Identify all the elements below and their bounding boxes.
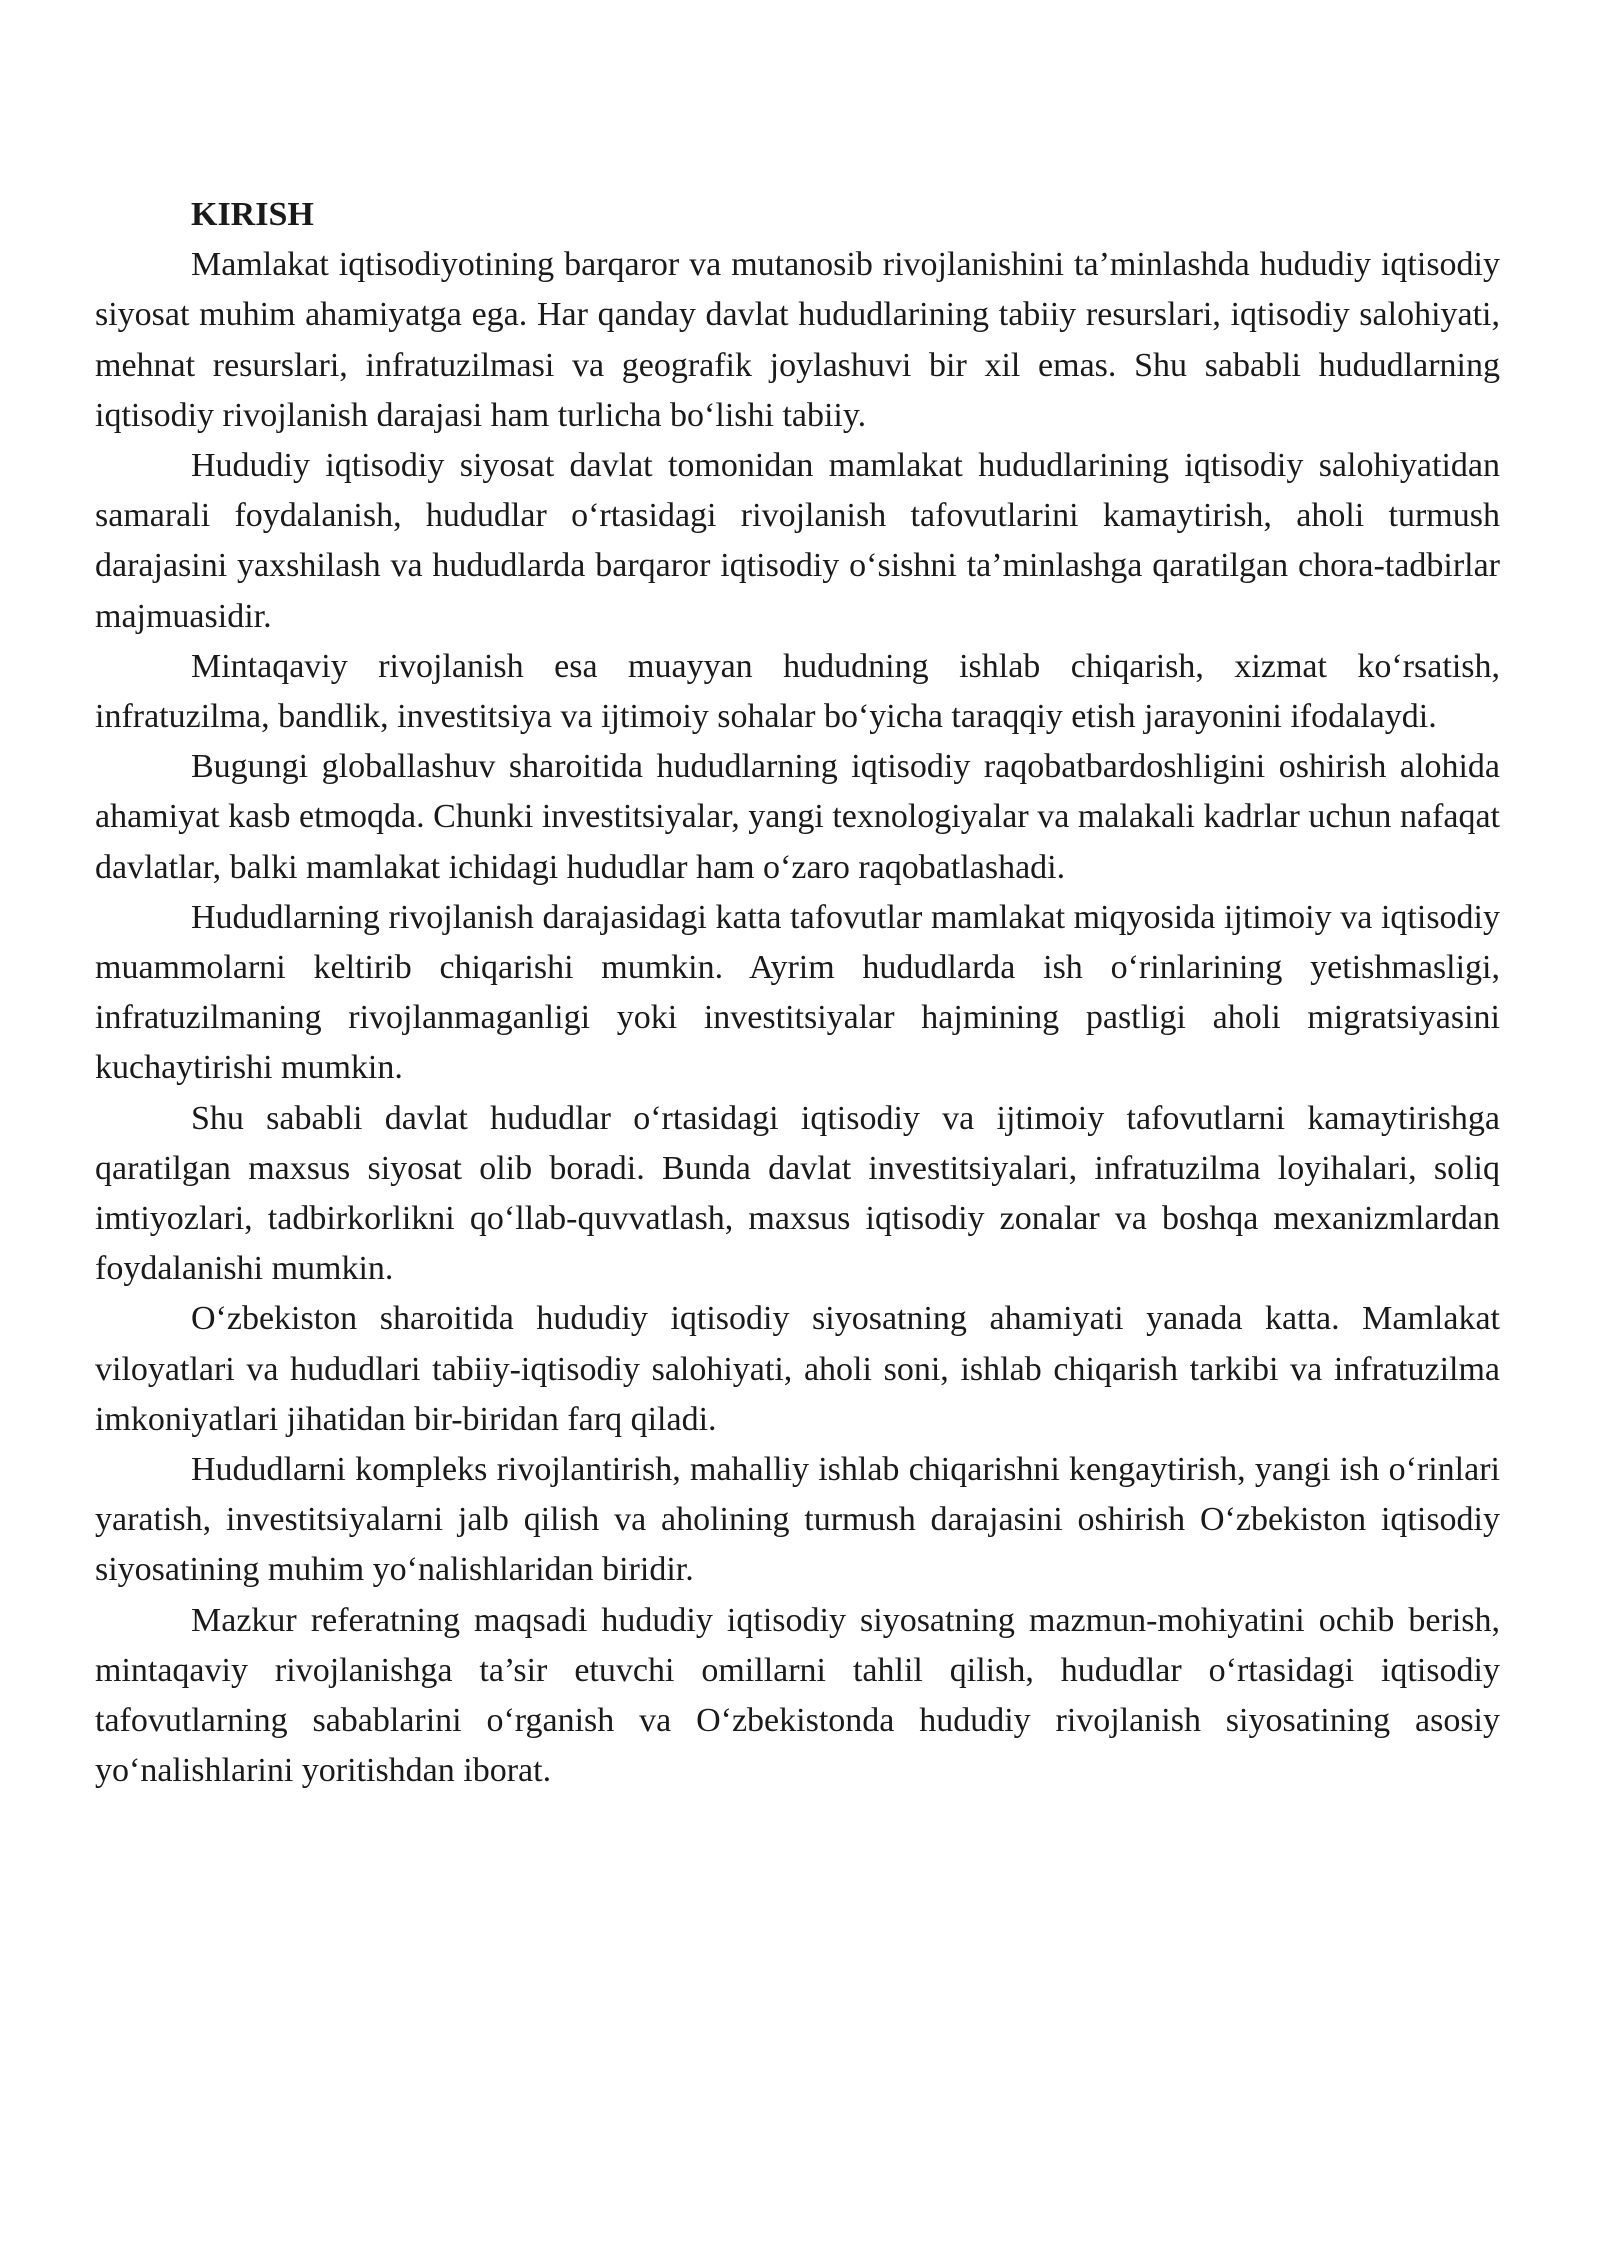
- paragraph-8: Hududlarni kompleks rivojlantirish, mahalliy ishlab chiqarishni kengaytirish, yangi ish o‘rinlari yaratish, investitsiyalarni jalb qilish va aholining turmush darajasini oshirish O‘zbekiston iqtisodiy siyosatining muhim yo‘nalishlaridan biridir.: [95, 1451, 1500, 1589]
- paragraph-7: O‘zbekiston sharoitida hududiy iqtisodiy siyosatning ahamiyati yanada katta. Mamlakat viloyatlari va hududlari tabiiy-iqtisodiy salohiyati, aholi soni, ishlab chiqarish tarkibi va infratuzilma imkoniyatlari jihatidan bir-biridan farq qiladi.: [95, 1300, 1500, 1438]
- paragraph-4: Bugungi globallashuv sharoitida hududlarning iqtisodiy raqobatbardoshligini oshirish alohida ahamiyat kasb etmoqda. Chunki investitsiyalar, yangi texnologiyalar va malakali kadrlar uchun nafaqat davlatlar, balki mamlakat ichidagi hududlar ham o‘zaro raqobatlashadi.: [95, 748, 1500, 886]
- paragraph-9: Mazkur referatning maqsadi hududiy iqtisodiy siyosatning mazmun-mohiyatini ochib berish, mintaqaviy rivojlanishga ta’sir etuvchi omillarni tahlil qilish, hududlar o‘rtasidagi iqtisodiy tafovutlarning sabablarini o‘rganish va O‘zbekistonda hududiy rivojlanish siyosatining asosiy yo‘nalishlarini yoritishdan iborat.: [95, 1601, 1500, 1790]
- section-heading: KIRISH: [191, 196, 314, 233]
- paragraph-2: Hududiy iqtisodiy siyosat davlat tomonidan mamlakat hududlarining iqtisodiy salohiyatidan samarali foydalanish, hududlar o‘rtasidagi rivojlanish tafovutlarini kamaytirish, aholi turmush darajasini yaxshilash va hududlarda barqaror iqtisodiy o‘sishni ta’minlashga qaratilgan chora-tadbirlar majmuasidir.: [95, 447, 1500, 635]
- paragraph-1: Mamlakat iqtisodiyotining barqaror va mutanosib rivojlanishini ta’minlashda hududiy iqtisodiy siyosat muhim ahamiyatga ega. Har qanday davlat hududlarining tabiiy resurslari, iqtisodiy salohiyati, mehnat resurslari, infratuzilmasi va geografik joylashuvi bir xil emas. Shu sababli hududlarning iqtisodiy rivojlanish darajasi ham turlicha bo‘lishi tabiiy.: [95, 246, 1500, 434]
- paragraph-6: Shu sababli davlat hududlar o‘rtasidagi iqtisodiy va ijtimoiy tafovutlarni kamaytirishga qaratilgan maxsus siyosat olib boradi. Bunda davlat investitsiyalari, infratuzilma loyihalari, soliq imtiyozlari, tadbirkorlikni qo‘llab-quvvatlash, maxsus iqtisodiy zonalar va boshqa mexanizmlardan foydalanishi mumkin.: [95, 1099, 1500, 1288]
- paragraph-3: Mintaqaviy rivojlanish esa muayyan hududning ishlab chiqarish, xizmat ko‘rsatish, infratuzilma, bandlik, investitsiya va ijtimoiy sohalar bo‘yicha taraqqiy etish jarayonini ifodalaydi.: [95, 647, 1500, 736]
- paragraph-5: Hududlarning rivojlanish darajasidagi katta tafovutlar mamlakat miqyosida ijtimoiy va iqtisodiy muammolarni keltirib chiqarishi mumkin. Ayrim hududlarda ish o‘rinlarining yetishmasligi, infratuzilmaning rivojlanmaganligi yoki investitsiyalar hajmining pastligi aholi migratsiyasini kuchaytirishi mumkin.: [95, 898, 1500, 1087]
